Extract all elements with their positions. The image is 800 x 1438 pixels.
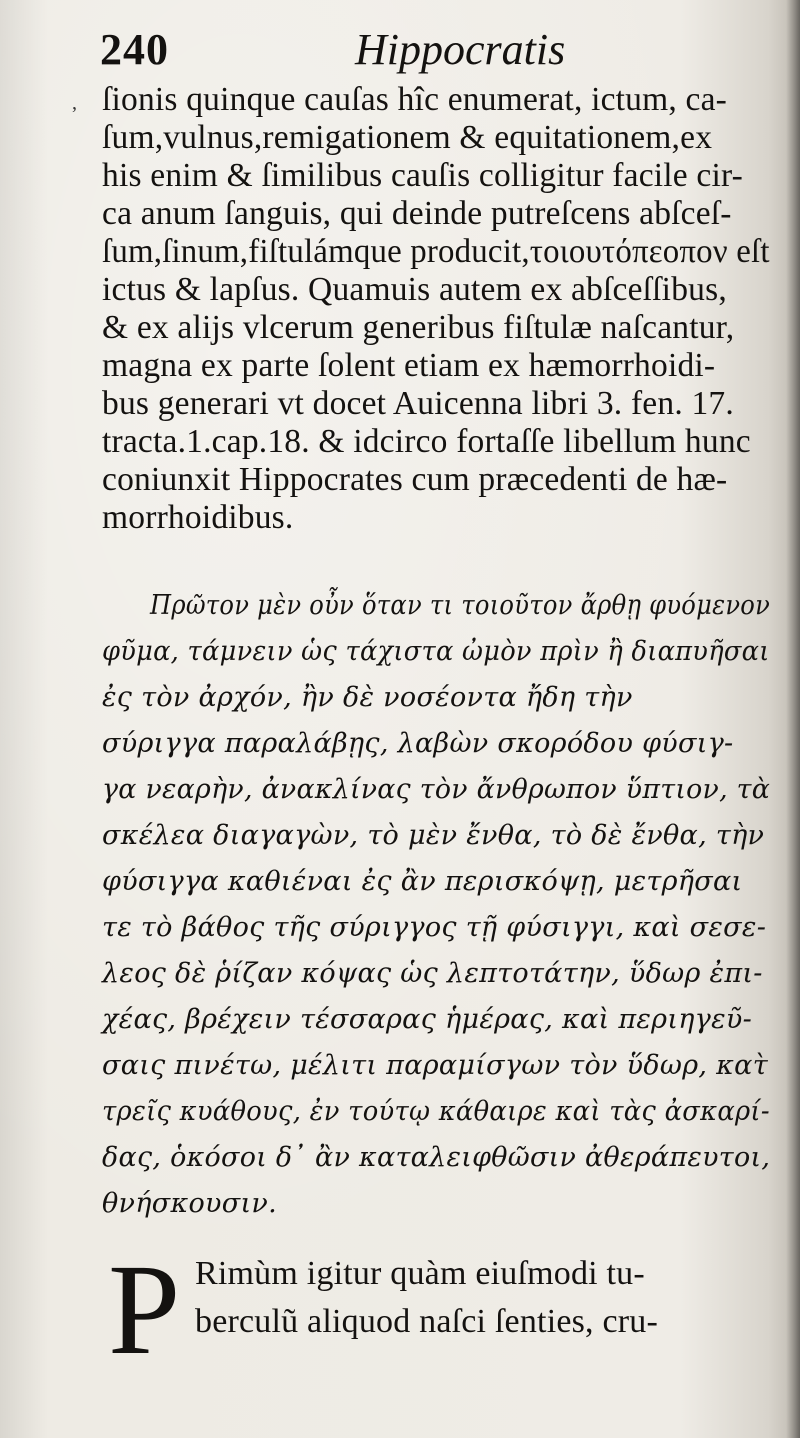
- text-line: τε τὸ βάθος τῆς σύριγγος τῇ φύσιγγι, καὶ σεσε-: [102, 912, 767, 943]
- text-line: φῦμα, τάμνειν ὡς τάχιστα ὠμὸν πρὶν ἢ διαπυῆσαι: [102, 636, 770, 667]
- text-line: bus generari vt docet Auicenna libri 3. fen. 17.: [102, 385, 734, 422]
- text-line: ſionis quinque cauſas hîc enumerat, ictum, ca-: [102, 81, 728, 118]
- text-line: & ex alijs vlcerum generibus fiſtulæ naſcantur,: [102, 309, 735, 346]
- text-line: σκέλεα διαγαγὼν, τὸ μὲν ἔνθα, τὸ δὲ ἔνθα, τὴν: [102, 820, 765, 851]
- text-line: Rimùm igitur quàm eiuſmodi tu-: [195, 1255, 645, 1292]
- margin-mark: ,: [72, 92, 77, 114]
- text-line: his enim & ſimilibus cauſis colligitur facile cir-: [102, 157, 744, 194]
- text-line: λεος δὲ ῥίζαν κόψας ὡς λεπτοτάτην, ὕδωρ ἐπι-: [102, 958, 763, 989]
- text-line: berculũ aliquod naſci ſenties, cru-: [195, 1303, 658, 1340]
- text-line: ictus & lapſus. Quamuis autem ex abſceſſibus,: [102, 271, 727, 308]
- text-line: morrhoidibus.: [102, 499, 294, 536]
- text-line: γα νεαρὴν, ἀνακλίνας τὸν ἄνθρωπον ὕπτιον, τὰ: [102, 774, 771, 805]
- text-line: θνήσκουσιν.: [102, 1188, 277, 1219]
- text-line: τρεῖς κυάθους, ἐν τούτῳ κάθαιρε καὶ τὰς ἀσκαρί-: [102, 1096, 770, 1127]
- page-header: [100, 24, 780, 80]
- text-line: Πρῶτον μὲν οὖν ὅταν τι τοιοῦτον ἄρθῃ φυόμενον: [150, 590, 771, 621]
- text-line: δας, ὁκόσοι δ᾽ ἂν καταλειφθῶσιν ἀθεράπευτοι,: [102, 1142, 771, 1173]
- text-line: σαις πινέτω, μέλιτι παραμίσγων τὸν ὕδωρ, κατ̀: [102, 1050, 768, 1081]
- page-gutter-shadow: [786, 0, 800, 1438]
- text-line: ca anum ſanguis, qui deinde putreſcens abſceſ-: [102, 195, 732, 232]
- text-line: magna ex parte ſolent etiam ex hæmorrhoidi-: [102, 347, 716, 384]
- text-line: coniunxit Hippocrates cum præcedenti de hæ-: [102, 461, 728, 498]
- running-title: Hippocratis: [355, 25, 566, 74]
- text-line: χέας, βρέχειν τέσσαρας ἡμέρας, καὶ περιηγεῦ-: [102, 1004, 753, 1035]
- drop-cap: P: [108, 1238, 181, 1382]
- text-line: ſum,ſinum,fiſtulámque producit,τοιουτόπεοπον eſt: [102, 233, 770, 270]
- text-line: φύσιγγα καθιέναι ἐς ἂν περισκόψῃ, μετρῆσαι: [102, 866, 743, 897]
- text-line: tracta.1.cap.18. & idcirco fortaſſe libellum hunc: [102, 423, 751, 460]
- page-number: 240: [100, 25, 169, 74]
- text-line: ſum,vulnus,remigationem & equitationem,ex: [102, 119, 713, 156]
- text-line: σύριγγα παραλάβῃς, λαβὼν σκορόδου φύσιγ-: [102, 728, 734, 759]
- text-line: ἐς τὸν ἀρχόν, ἢν δὲ νοσέοντα ἤδη τὴν: [102, 682, 633, 713]
